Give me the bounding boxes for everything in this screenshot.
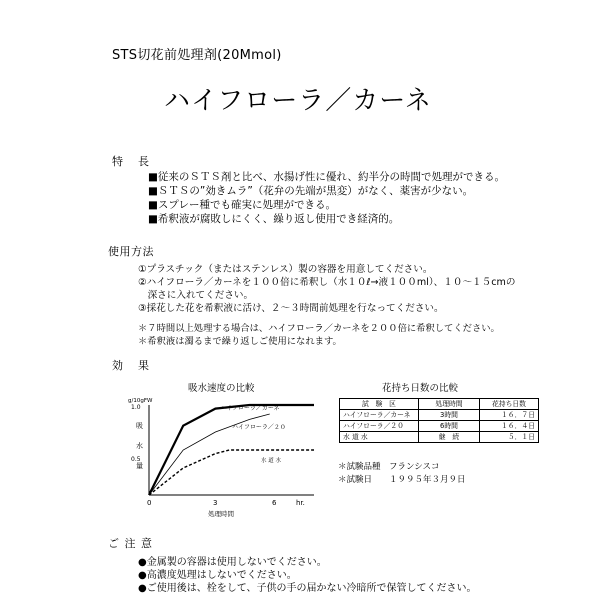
table-cell: 水 道 水 (340, 432, 419, 443)
chart-title: 吸水速度の比較 (188, 383, 255, 394)
usage-note: ＊希釈液は濁るまで繰り返しご使用になれます。 (138, 336, 342, 347)
table-cell: ハイフローラ／２０ (340, 421, 419, 432)
y-unit-label: g/10gFW (128, 398, 153, 404)
features-heading: 特 長 (112, 155, 151, 168)
feature-item: ■ＳＴＳの”効きムラ”（花弁の先端が黒変）がなく、薬害が少ない。 (148, 185, 474, 197)
usage-step: ①プラスチック（またはステンレス）製の容器を用意してください。 (138, 264, 433, 275)
product-subtitle: STS切花前処理剤(20Mmol) (112, 48, 282, 63)
caution-item: ●金属製の容器は使用しないでください。 (138, 557, 327, 568)
table-cell: 3時間 (419, 410, 480, 421)
caution-item: ●ご使用後は、栓をして、子供の手の届かない冷暗所で保管してください。 (138, 583, 477, 594)
test-date: ＊試験日 １９９５年３月９日 (338, 475, 466, 485)
caution-heading: ご 注 意 (108, 537, 153, 550)
water-absorption-chart (100, 392, 330, 522)
table-cell: ５．１日 (480, 432, 539, 443)
y-tick-label: 1.0 (131, 404, 141, 411)
usage-note: ＊７時間以上処理する場合は、ハイフローラ／カーネを２００倍に希釈してください。 (138, 323, 500, 334)
table-cell: 6時間 (419, 421, 480, 432)
table-header-cell: 試 験 区 (340, 399, 419, 410)
table-row (340, 410, 539, 421)
x-unit-label: hr. (296, 499, 305, 507)
y-axis-label: 吸水量 (136, 422, 143, 470)
x-tick-label: 6 (272, 499, 277, 507)
x-axis-label: 処理時間 (208, 510, 234, 518)
effects-heading: 効 果 (112, 359, 151, 372)
series-label-hifloracarne: ハイフローラ／カーネ (220, 405, 280, 412)
usage-heading: 使用方法 (108, 245, 154, 258)
flower-life-table (339, 398, 539, 443)
usage-step: ②ハイフローラ／カーネを１００倍に希釈し（水１０ℓ→液１００ml）、１０～１５cmの (138, 277, 516, 288)
table-title: 花持ち日数の比較 (382, 383, 459, 394)
table-header-cell: 処理時間 (419, 399, 480, 410)
x-tick-label: 3 (213, 499, 218, 507)
table-header-cell: 花持ち日数 (480, 399, 539, 410)
table-cell: １６．４日 (480, 421, 539, 432)
usage-step: ③採花した花を希釈液に活け、２～３時間前処理を行なってください。 (138, 303, 444, 314)
table-header-row (340, 399, 539, 410)
feature-item: ■スプレー種でも確実に処理ができる。 (148, 199, 336, 211)
series-label-hiflora20: ハイフローラ／２０ (232, 424, 286, 431)
table-cell: ハイフローラ／カーネ (340, 410, 419, 421)
series-layer (149, 405, 314, 495)
product-title: ハイフローラ／カーネ (164, 86, 432, 116)
x-tick-label: 0 (147, 499, 152, 507)
usage-step: 深さに入れてください。 (138, 290, 254, 301)
feature-item: ■従来のＳＴＳ剤と比べ、水揚げ性に優れ、約半分の時間で処理ができる。 (148, 171, 506, 183)
test-variety: ＊試験品種 フランシスコ (338, 462, 440, 472)
caution-item: ●高濃度処理はしないでください。 (138, 570, 297, 581)
table-cell: １６．７日 (480, 410, 539, 421)
series-line-2 (149, 450, 314, 495)
table-row (340, 432, 539, 443)
table-row (340, 421, 539, 432)
table-cell: 継 続 (419, 432, 480, 443)
series-label-tapwater: 水 道 水 (261, 458, 281, 464)
y-tick-label: 0.5 (131, 456, 141, 463)
feature-item: ■希釈液が腐敗しにくく、繰り返し使用でき経済的。 (148, 213, 400, 225)
